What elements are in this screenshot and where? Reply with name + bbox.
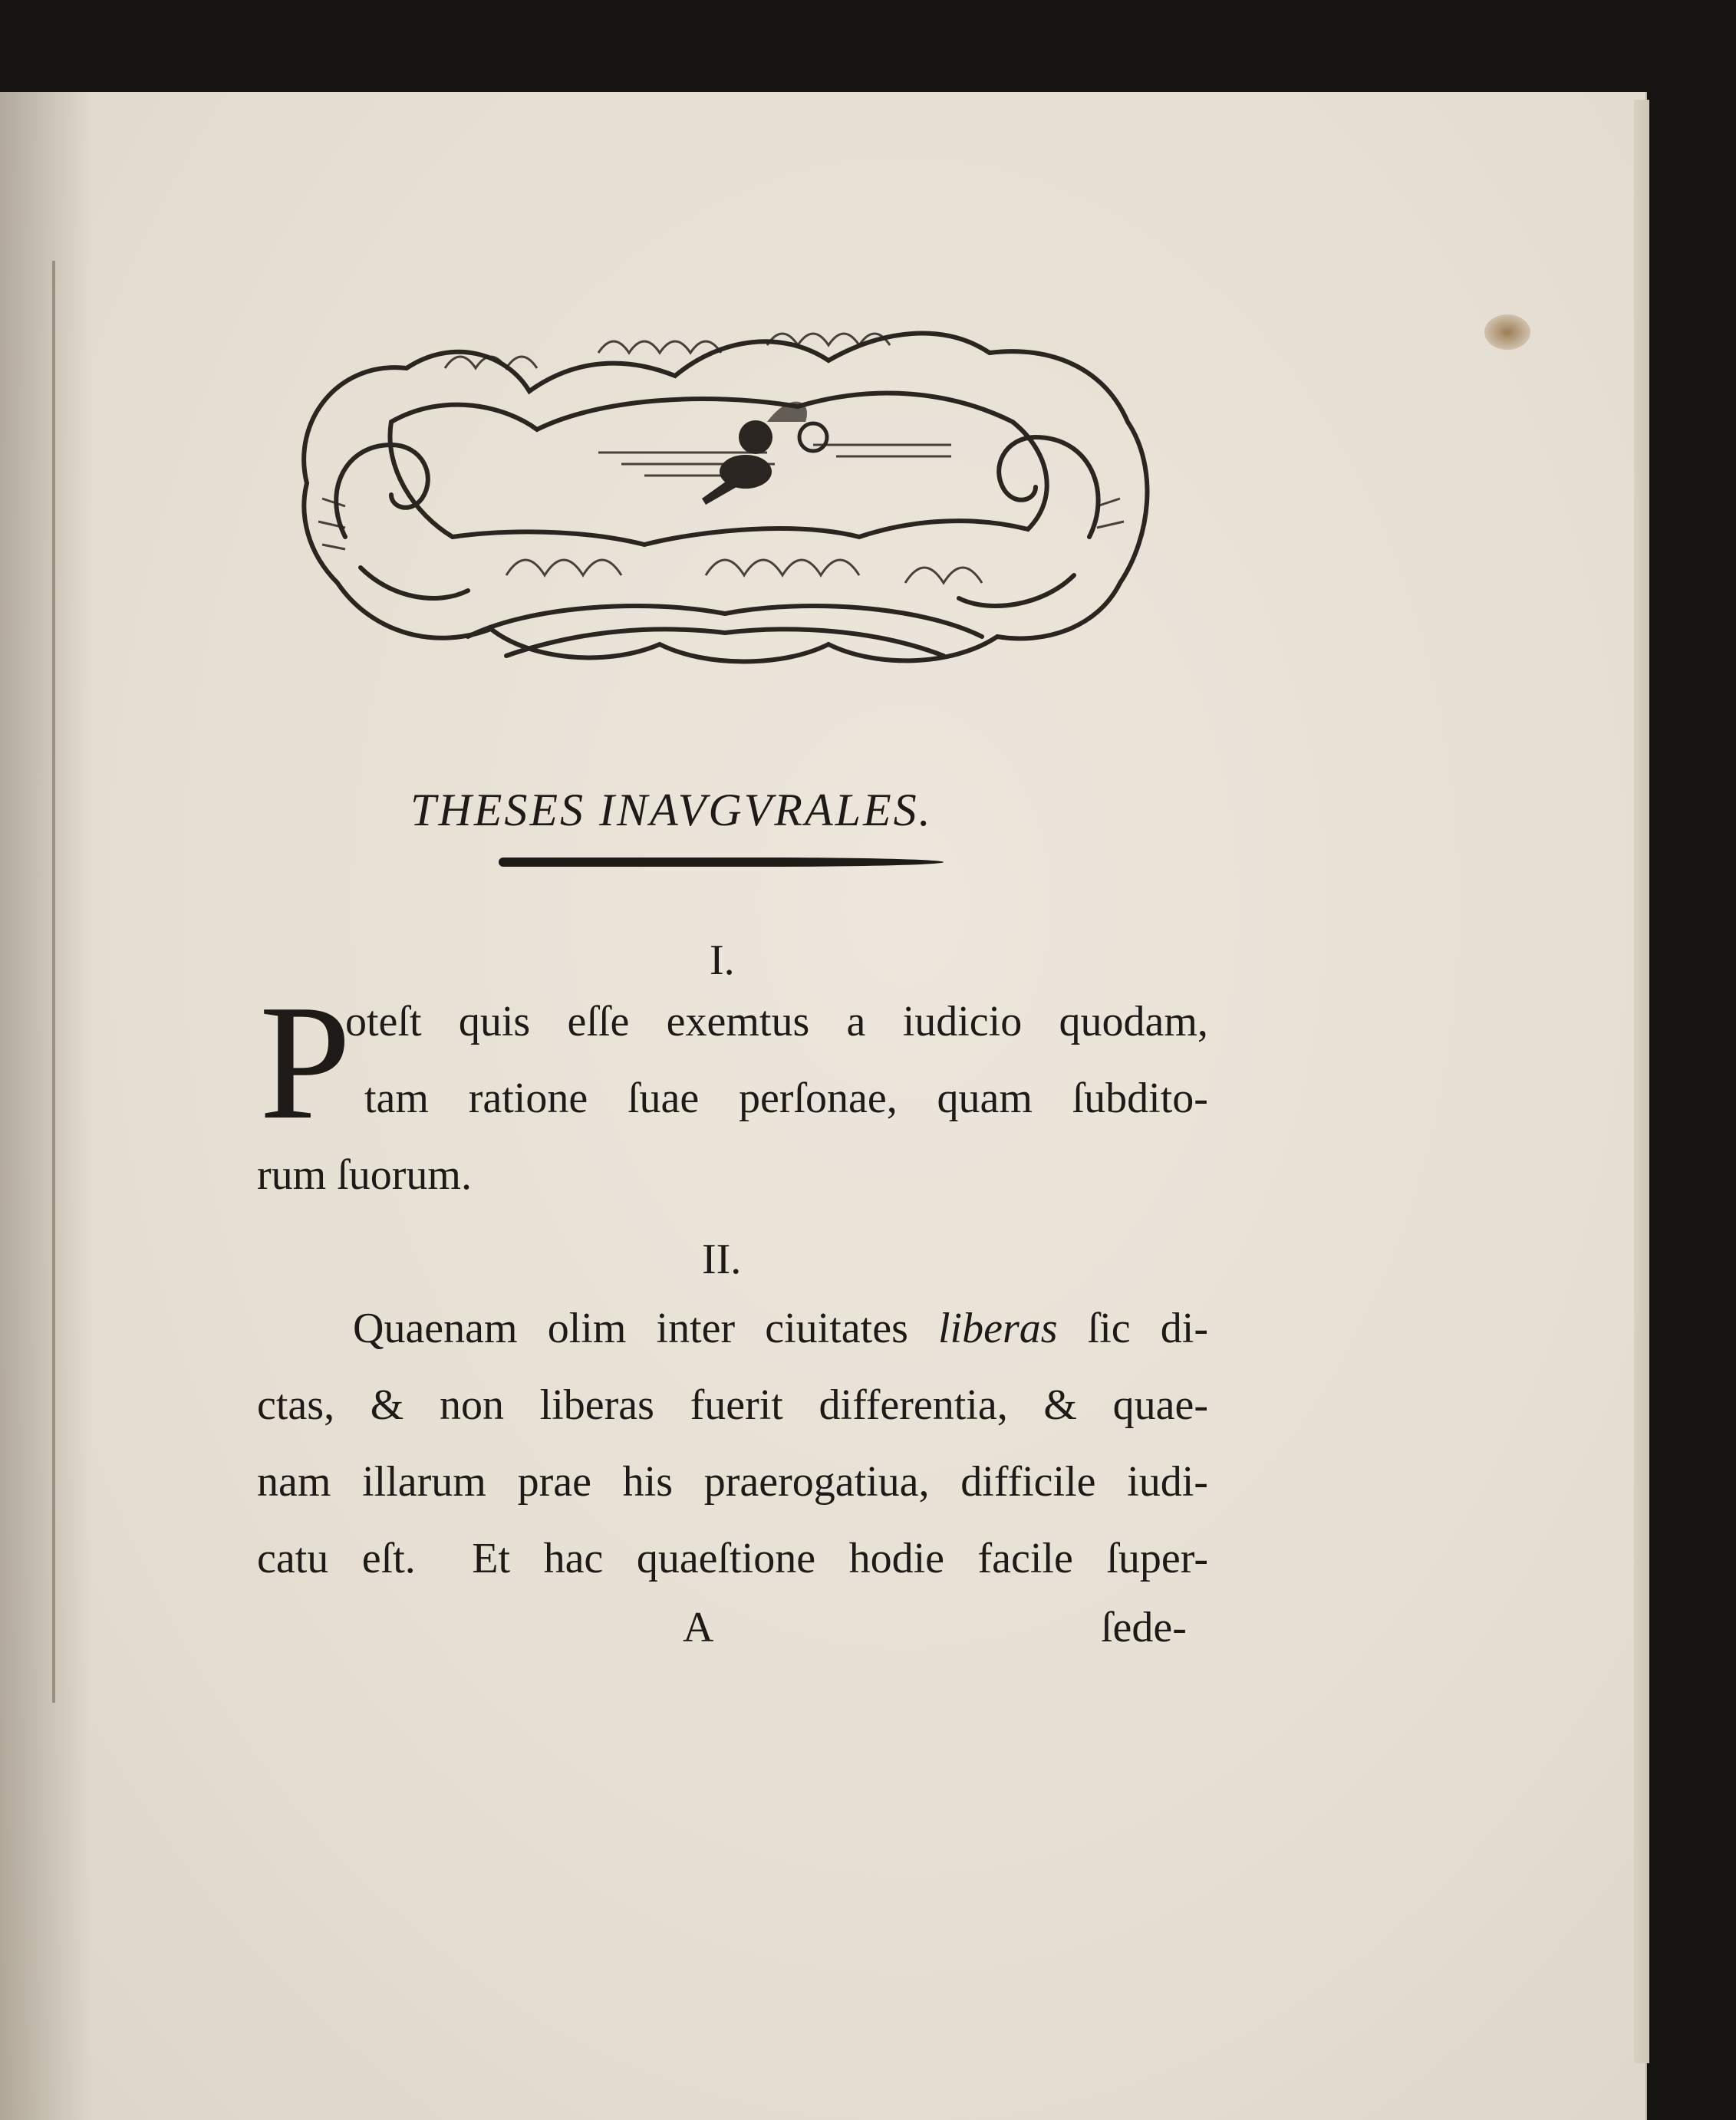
word: prae <box>517 1458 591 1506</box>
word: & <box>1043 1381 1077 1429</box>
word: inter <box>656 1305 736 1352</box>
text-line <box>257 1151 1208 1200</box>
text-line <box>364 1074 1208 1123</box>
word: di- <box>1160 1305 1208 1352</box>
word: non <box>439 1381 504 1429</box>
word: ctas, <box>257 1381 335 1429</box>
word-italic: liberas <box>937 1305 1058 1352</box>
word: hac <box>543 1535 604 1582</box>
word: quis <box>458 998 531 1045</box>
word: olim <box>547 1305 627 1352</box>
word: & <box>370 1381 404 1429</box>
word: a <box>846 998 866 1045</box>
page-edge <box>1634 100 1649 2063</box>
text-line <box>257 1534 1208 1583</box>
gutter-line <box>52 261 55 1703</box>
heading-rule <box>499 858 944 867</box>
word: ſuper- <box>1106 1535 1208 1582</box>
word: quam <box>937 1075 1033 1122</box>
headpiece-ornament-icon <box>276 307 1174 690</box>
gutter-shadow <box>0 92 92 2120</box>
word: catu <box>257 1535 329 1582</box>
paper-stain <box>1484 314 1530 350</box>
word: nam <box>257 1458 331 1506</box>
word: iudicio <box>902 998 1023 1045</box>
word: tam <box>364 1075 429 1122</box>
word: fuerit <box>690 1381 783 1429</box>
word: rum ſuorum. <box>257 1151 472 1199</box>
word: quae- <box>1112 1381 1208 1429</box>
word: ciuitates <box>765 1305 908 1352</box>
word: Et <box>472 1535 511 1582</box>
word: quaeſtione <box>636 1535 816 1582</box>
text-line <box>257 1457 1208 1506</box>
word: Quaenam <box>353 1305 518 1352</box>
text-line <box>345 997 1208 1046</box>
word: praerogatiua, <box>703 1458 930 1506</box>
word: differentia, <box>819 1381 1008 1429</box>
page-heading: THESES INAVGVRALES. <box>410 785 933 835</box>
section-numeral-1: I. <box>710 937 735 984</box>
word: quodam, <box>1059 998 1208 1045</box>
word: exemtus <box>666 998 810 1045</box>
word: liberas <box>539 1381 654 1429</box>
word: perſonae, <box>738 1075 898 1122</box>
word: facile <box>977 1535 1073 1582</box>
word: ſuae <box>627 1075 700 1122</box>
text-line <box>257 1381 1208 1430</box>
signature-mark: A <box>683 1604 714 1651</box>
word: eſſe <box>567 998 630 1045</box>
word: his <box>622 1458 673 1506</box>
word: iudi- <box>1127 1458 1208 1506</box>
section-numeral-2: II. <box>702 1236 742 1283</box>
catchword: ſede- <box>1101 1604 1187 1651</box>
word: ratione <box>468 1075 588 1122</box>
word: hodie <box>848 1535 944 1582</box>
word: illarum <box>362 1458 486 1506</box>
word: oteſt <box>345 998 422 1045</box>
text-line <box>353 1304 1208 1353</box>
word: eſt. <box>361 1535 416 1582</box>
word: difficile <box>960 1458 1096 1506</box>
word: ſubdito- <box>1072 1075 1208 1122</box>
drop-cap: P <box>259 970 351 1154</box>
word: ſic <box>1087 1305 1131 1352</box>
